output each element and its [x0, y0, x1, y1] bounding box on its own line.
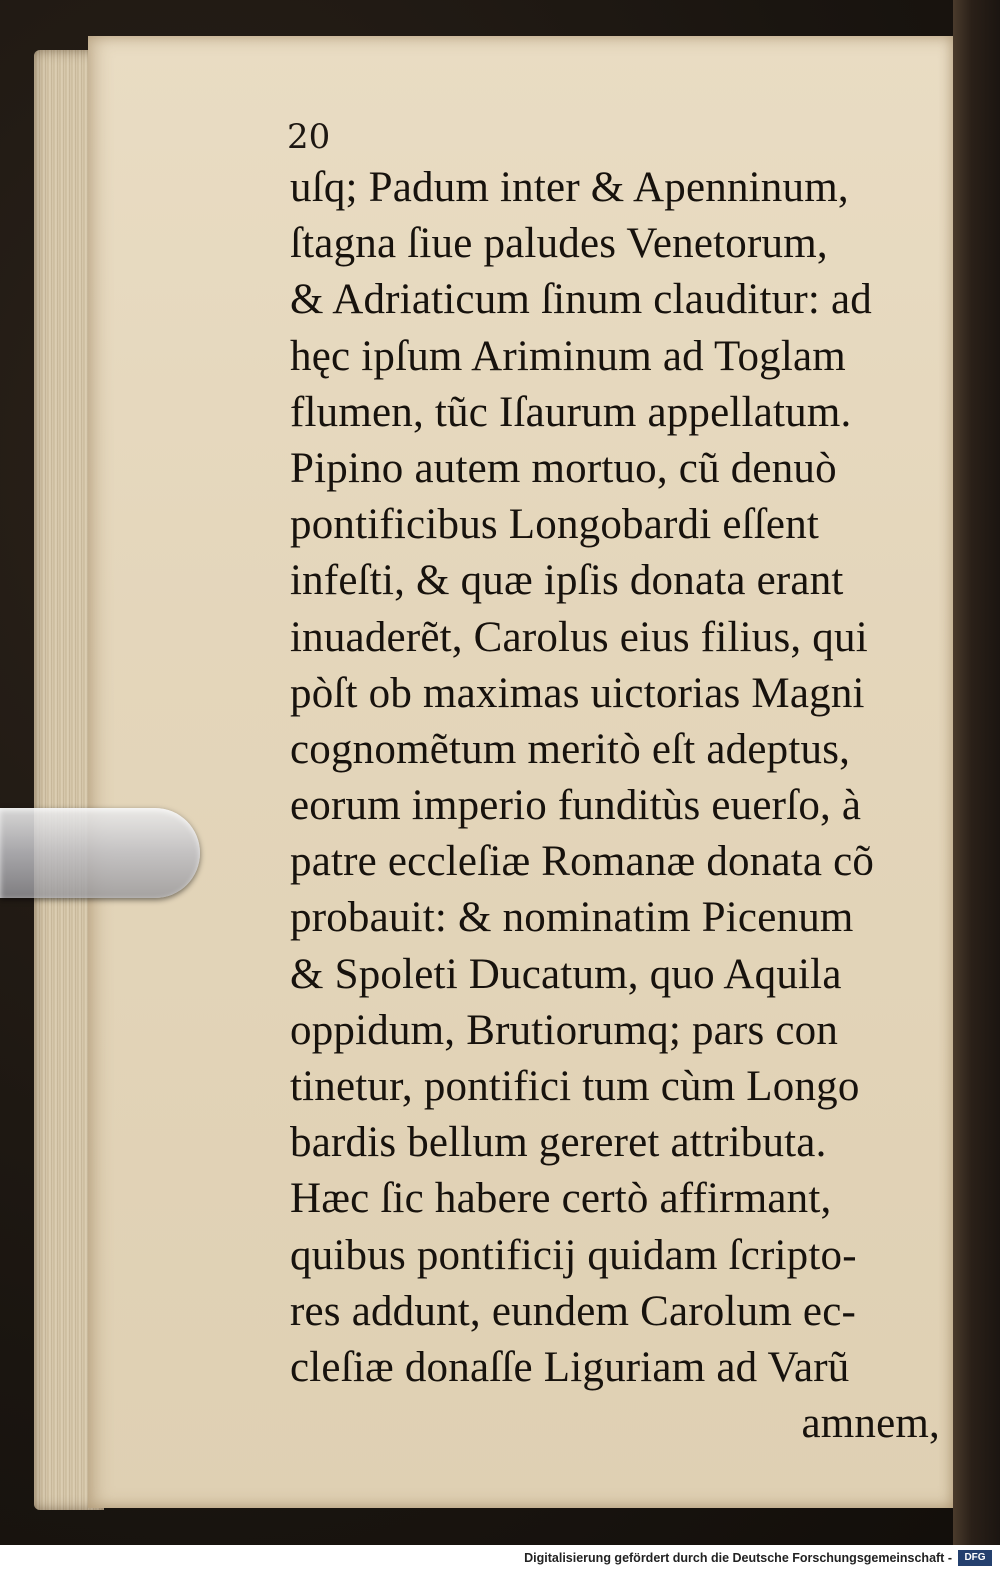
text-line: cognomẽtum meritò eſt adeptus,: [290, 725, 851, 773]
text-line: inuaderẽt, Carolus eius filius, qui: [290, 613, 868, 661]
funding-credit: Digitalisierung gefördert durch die Deutsche Forschungsgemeinschaft -: [524, 1551, 952, 1565]
text-line: flumen, tũc Iſaurum appellatum.: [290, 388, 852, 436]
footer-bar: [0, 1545, 1000, 1572]
catchword: amnem,: [801, 1400, 940, 1448]
text-line: eorum imperio funditùs euerſo, à: [290, 782, 862, 830]
text-line: hęc ipſum Ariminum ad Toglam: [290, 332, 846, 380]
page-clip: [0, 808, 200, 898]
text-line: & Spoleti Ducatum, quo Aquila: [290, 950, 842, 998]
text-line: quibus pontificij quidam ſcripto-: [290, 1231, 857, 1279]
page-number: 20: [287, 117, 331, 157]
text-line: oppidum, Brutiorumq; pars con: [290, 1006, 839, 1054]
text-block: [290, 160, 950, 1452]
text-line: patre eccleſiæ Romanæ donata cõ: [290, 838, 875, 886]
text-line: Pipino autem mortuo, cũ denuò: [290, 444, 837, 492]
text-line: pontificibus Longobardi eſſent: [290, 501, 820, 549]
text-line: pòſt ob maximas uictorias Magni: [290, 669, 865, 717]
text-line: & Adriaticum ſinum clauditur: ad: [290, 276, 873, 324]
text-line: uſq; Padum inter & Apenninum,: [290, 164, 849, 211]
text-line: ſtagna ſiue paludes Venetorum,: [290, 220, 828, 268]
binding-shadow: [953, 0, 1000, 1545]
text-line: infeſti, & quæ ipſis donata erant: [290, 557, 844, 605]
text-line: cleſiæ donaſſe Liguriam ad Varũ: [290, 1343, 850, 1391]
dfg-logo: DFG: [958, 1550, 992, 1566]
text-line: res addunt, eundem Carolum ec-: [290, 1287, 857, 1335]
text-line: bardis bellum gereret attributa.: [290, 1119, 827, 1167]
text-line: tinetur, pontifici tum cùm Longo: [290, 1063, 860, 1110]
text-line: Hæc ſic habere certò affirmant,: [290, 1175, 832, 1223]
text-line: probauit: & nominatim Picenum: [290, 894, 854, 942]
